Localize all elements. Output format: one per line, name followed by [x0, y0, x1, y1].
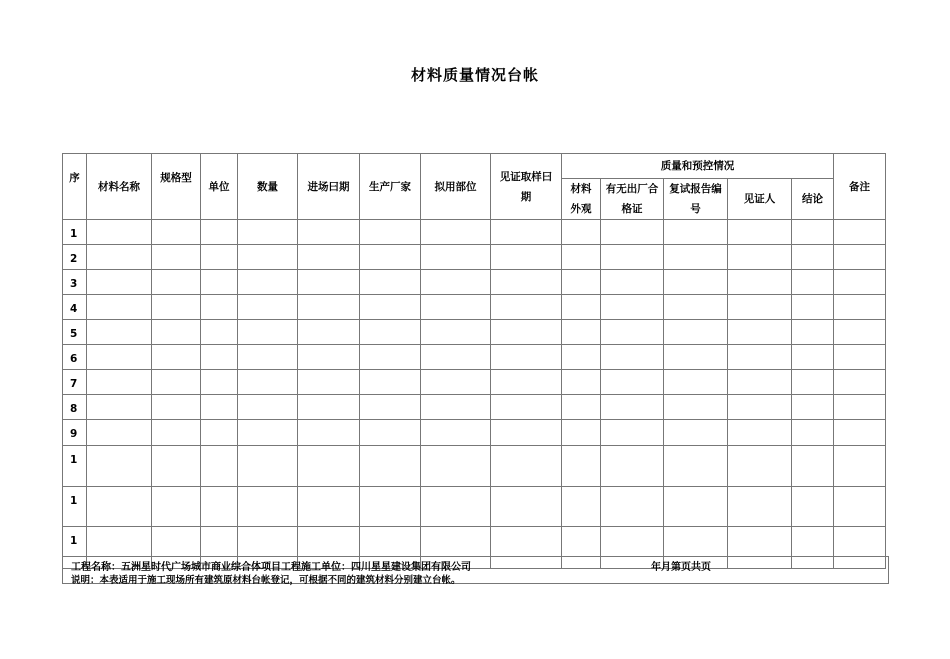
footer-note: 说明：本表适用于施工现场所有建筑原材料台帐登记，可根据不同的建筑材料分别建立台帐。 — [71, 575, 461, 586]
empty-cell[interactable] — [201, 446, 238, 487]
empty-cell[interactable] — [562, 270, 601, 295]
empty-cell[interactable] — [421, 220, 491, 245]
empty-cell[interactable] — [201, 345, 238, 370]
empty-cell[interactable] — [238, 320, 298, 345]
empty-cell[interactable] — [360, 395, 421, 420]
header-manufacturer: 生产厂家 — [360, 154, 421, 220]
empty-cell[interactable] — [834, 370, 886, 395]
header-spec: 规格型 — [152, 154, 201, 220]
table-footer — [62, 556, 889, 584]
table-row — [63, 220, 886, 245]
empty-cell[interactable] — [728, 345, 792, 370]
empty-cell[interactable] — [152, 245, 201, 270]
empty-cell[interactable] — [491, 487, 562, 527]
empty-cell[interactable] — [728, 220, 792, 245]
empty-cell[interactable] — [834, 487, 886, 527]
header-material-name: 材料名称 — [87, 154, 152, 220]
table-row — [63, 446, 886, 487]
empty-cell[interactable] — [201, 320, 238, 345]
empty-cell[interactable] — [601, 487, 664, 527]
header-quantity: 数量 — [238, 154, 298, 220]
header-report-line1: 复试报告编 — [669, 183, 722, 195]
empty-cell[interactable] — [421, 370, 491, 395]
header-witness: 见证人 — [728, 179, 792, 220]
header-certificate-line1: 有无出厂合 — [605, 183, 659, 195]
header-sampling-date-line2: 期 — [520, 190, 532, 203]
table-row — [63, 487, 886, 527]
row-seq-number: 2 — [63, 245, 87, 270]
empty-cell[interactable] — [562, 295, 601, 320]
empty-cell[interactable] — [562, 320, 601, 345]
header-report-line2: 号 — [690, 203, 701, 215]
header-sampling-date — [491, 154, 562, 220]
empty-cell[interactable] — [728, 370, 792, 395]
table-row — [63, 345, 886, 370]
row-seq-number: 9 — [63, 420, 87, 446]
empty-cell[interactable] — [664, 245, 728, 270]
empty-cell[interactable] — [421, 446, 491, 487]
empty-cell[interactable] — [792, 446, 834, 487]
empty-cell[interactable] — [238, 370, 298, 395]
table-row — [63, 270, 886, 295]
empty-cell[interactable] — [360, 220, 421, 245]
empty-cell[interactable] — [298, 295, 360, 320]
empty-cell[interactable] — [421, 320, 491, 345]
header-quality-group: 质量和预控情况 — [562, 154, 834, 179]
empty-cell[interactable] — [562, 345, 601, 370]
empty-cell[interactable] — [792, 487, 834, 527]
empty-cell[interactable] — [201, 245, 238, 270]
empty-cell[interactable] — [201, 420, 238, 446]
empty-cell[interactable] — [152, 370, 201, 395]
empty-cell[interactable] — [87, 220, 152, 245]
header-seq: 序 — [63, 154, 87, 220]
row-seq-number: 3 — [63, 270, 87, 295]
empty-cell[interactable] — [87, 295, 152, 320]
header-report — [664, 179, 728, 220]
empty-cell[interactable] — [491, 245, 562, 270]
table-row — [63, 395, 886, 420]
empty-cell[interactable] — [360, 446, 421, 487]
empty-cell[interactable] — [792, 370, 834, 395]
empty-cell[interactable] — [792, 245, 834, 270]
header-intended-part: 拟用部位 — [421, 154, 491, 220]
empty-cell[interactable] — [87, 370, 152, 395]
row-seq-number: 7 — [63, 370, 87, 395]
empty-cell[interactable] — [664, 270, 728, 295]
empty-cell[interactable] — [728, 446, 792, 487]
empty-cell[interactable] — [664, 370, 728, 395]
empty-cell[interactable] — [601, 245, 664, 270]
empty-cell[interactable] — [201, 295, 238, 320]
empty-cell[interactable] — [152, 320, 201, 345]
empty-cell[interactable] — [238, 446, 298, 487]
empty-cell[interactable] — [562, 487, 601, 527]
empty-cell[interactable] — [421, 270, 491, 295]
table-row — [63, 420, 886, 446]
empty-cell[interactable] — [201, 487, 238, 527]
empty-cell[interactable] — [360, 487, 421, 527]
empty-cell[interactable] — [298, 370, 360, 395]
empty-cell[interactable] — [601, 295, 664, 320]
empty-cell[interactable] — [834, 395, 886, 420]
material-quality-ledger-table — [62, 153, 886, 569]
empty-cell[interactable] — [201, 220, 238, 245]
empty-cell[interactable] — [491, 270, 562, 295]
empty-cell[interactable] — [792, 220, 834, 245]
empty-cell[interactable] — [601, 370, 664, 395]
empty-cell[interactable] — [562, 446, 601, 487]
header-remarks: 备注 — [834, 154, 886, 220]
empty-cell[interactable] — [601, 320, 664, 345]
empty-cell[interactable] — [421, 345, 491, 370]
page-title: 材料质量情况台帐 — [410, 66, 539, 84]
empty-cell[interactable] — [87, 446, 152, 487]
header-unit: 单位 — [201, 154, 238, 220]
empty-cell[interactable] — [421, 245, 491, 270]
empty-cell[interactable] — [360, 370, 421, 395]
header-sampling-date-line1: 见证取样曰 — [499, 170, 553, 183]
footer-page-info: 年月第页共页 — [651, 562, 711, 573]
empty-cell[interactable] — [421, 420, 491, 446]
table-row — [63, 295, 886, 320]
empty-cell[interactable] — [87, 320, 152, 345]
header-entry-date: 进场曰期 — [298, 154, 360, 220]
empty-cell[interactable] — [298, 487, 360, 527]
row-seq-number: 1 — [63, 487, 87, 527]
empty-cell[interactable] — [298, 220, 360, 245]
empty-cell[interactable] — [238, 395, 298, 420]
empty-cell[interactable] — [201, 395, 238, 420]
empty-cell[interactable] — [298, 446, 360, 487]
empty-cell[interactable] — [298, 245, 360, 270]
empty-cell[interactable] — [238, 487, 298, 527]
empty-cell[interactable] — [201, 370, 238, 395]
empty-cell[interactable] — [664, 395, 728, 420]
empty-cell[interactable] — [152, 295, 201, 320]
empty-cell[interactable] — [562, 420, 601, 446]
empty-cell[interactable] — [360, 345, 421, 370]
row-seq-number: 5 — [63, 320, 87, 345]
row-seq-number: 1 — [63, 220, 87, 245]
empty-cell[interactable] — [87, 245, 152, 270]
empty-cell[interactable] — [87, 395, 152, 420]
empty-cell[interactable] — [152, 270, 201, 295]
empty-cell[interactable] — [562, 220, 601, 245]
empty-cell[interactable] — [834, 270, 886, 295]
empty-cell[interactable] — [728, 320, 792, 345]
footer-project-info: 工程名称：五洲星时代广场城市商业综合体项目工程施工单位：四川星星建设集团有限公司 — [71, 562, 471, 573]
empty-cell[interactable] — [728, 270, 792, 295]
empty-cell[interactable] — [491, 370, 562, 395]
empty-cell[interactable] — [87, 420, 152, 446]
empty-cell[interactable] — [152, 220, 201, 245]
empty-cell[interactable] — [152, 395, 201, 420]
empty-cell[interactable] — [792, 395, 834, 420]
empty-cell[interactable] — [601, 446, 664, 487]
empty-cell[interactable] — [87, 487, 152, 527]
empty-cell[interactable] — [421, 295, 491, 320]
ledger-body — [63, 220, 886, 569]
empty-cell[interactable] — [664, 446, 728, 487]
empty-cell[interactable] — [360, 270, 421, 295]
empty-cell[interactable] — [601, 345, 664, 370]
header-certificate — [601, 179, 664, 220]
empty-cell[interactable] — [152, 487, 201, 527]
empty-cell[interactable] — [298, 420, 360, 446]
row-seq-number: 6 — [63, 345, 87, 370]
empty-cell[interactable] — [298, 345, 360, 370]
empty-cell[interactable] — [87, 345, 152, 370]
empty-cell[interactable] — [601, 420, 664, 446]
empty-cell[interactable] — [664, 295, 728, 320]
empty-cell[interactable] — [562, 370, 601, 395]
header-appearance — [562, 179, 601, 220]
empty-cell[interactable] — [834, 295, 886, 320]
empty-cell[interactable] — [421, 395, 491, 420]
empty-cell[interactable] — [152, 420, 201, 446]
empty-cell[interactable] — [792, 320, 834, 345]
empty-cell[interactable] — [298, 395, 360, 420]
empty-cell[interactable] — [491, 395, 562, 420]
row-seq-number: 1 — [63, 446, 87, 487]
empty-cell[interactable] — [238, 270, 298, 295]
empty-cell[interactable] — [834, 446, 886, 487]
table-row — [63, 245, 886, 270]
empty-cell[interactable] — [601, 395, 664, 420]
row-seq-number: 4 — [63, 295, 87, 320]
row-seq-number: 8 — [63, 395, 87, 420]
empty-cell[interactable] — [152, 345, 201, 370]
empty-cell[interactable] — [491, 320, 562, 345]
empty-cell[interactable] — [664, 320, 728, 345]
empty-cell[interactable] — [298, 320, 360, 345]
empty-cell[interactable] — [792, 295, 834, 320]
header-certificate-line2: 格证 — [621, 203, 643, 215]
empty-cell[interactable] — [360, 320, 421, 345]
empty-cell[interactable] — [664, 220, 728, 245]
table-row — [63, 320, 886, 345]
header-conclusion: 结论 — [792, 179, 834, 220]
empty-cell[interactable] — [834, 345, 886, 370]
empty-cell[interactable] — [834, 245, 886, 270]
empty-cell[interactable] — [601, 220, 664, 245]
empty-cell[interactable] — [601, 270, 664, 295]
empty-cell[interactable] — [664, 487, 728, 527]
empty-cell[interactable] — [491, 420, 562, 446]
empty-cell[interactable] — [238, 345, 298, 370]
table-row — [63, 370, 886, 395]
empty-cell[interactable] — [491, 345, 562, 370]
empty-cell[interactable] — [87, 270, 152, 295]
empty-cell[interactable] — [664, 345, 728, 370]
empty-cell[interactable] — [728, 487, 792, 527]
empty-cell[interactable] — [360, 245, 421, 270]
empty-cell[interactable] — [298, 270, 360, 295]
header-appearance-line1: 材料 — [570, 183, 592, 195]
empty-cell[interactable] — [238, 245, 298, 270]
empty-cell[interactable] — [491, 220, 562, 245]
empty-cell[interactable] — [562, 395, 601, 420]
empty-cell[interactable] — [562, 245, 601, 270]
empty-cell[interactable] — [421, 487, 491, 527]
empty-cell[interactable] — [360, 420, 421, 446]
empty-cell[interactable] — [360, 295, 421, 320]
empty-cell[interactable] — [728, 295, 792, 320]
empty-cell[interactable] — [664, 420, 728, 446]
empty-cell[interactable] — [201, 270, 238, 295]
empty-cell[interactable] — [491, 446, 562, 487]
empty-cell[interactable] — [728, 395, 792, 420]
empty-cell[interactable] — [792, 345, 834, 370]
empty-cell[interactable] — [834, 320, 886, 345]
empty-cell[interactable] — [728, 245, 792, 270]
empty-cell[interactable] — [834, 220, 886, 245]
empty-cell[interactable] — [238, 220, 298, 245]
empty-cell[interactable] — [238, 295, 298, 320]
header-appearance-line2: 外观 — [570, 203, 592, 215]
empty-cell[interactable] — [728, 420, 792, 446]
empty-cell[interactable] — [834, 420, 886, 446]
empty-cell[interactable] — [152, 446, 201, 487]
empty-cell[interactable] — [238, 420, 298, 446]
empty-cell[interactable] — [491, 295, 562, 320]
row-seq-number: 1 — [63, 527, 87, 569]
empty-cell[interactable] — [792, 420, 834, 446]
empty-cell[interactable] — [792, 270, 834, 295]
